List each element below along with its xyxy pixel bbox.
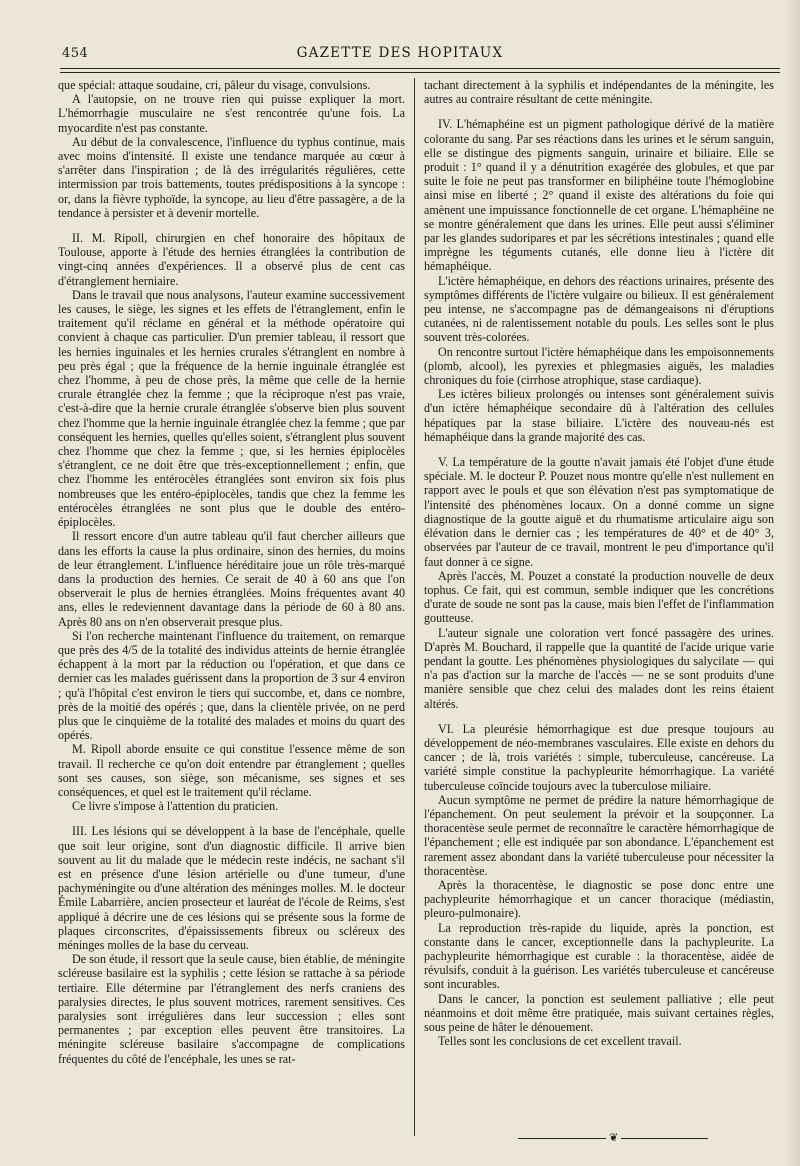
paragraph: que spécial: attaque soudaine, cri, pâleur du visage, convulsions. [58,78,371,92]
ornament-icon: ❦ [606,1131,621,1144]
end-ornament-rule [518,1131,708,1144]
paragraph: Ce livre s'impose à l'attention du praticien. [72,799,279,814]
section-paragraph: III. Les lésions qui se développent à la base de l'encéphale, quelle que soit leur origine, sont d'un diagnostic difficile. Il arrive bien souvent au lit du malade que le médecin reste indécis, ne sachant s'il est en présence d'une lésion artérielle ou d'une tumeur, d'une pachyméningite ou d'une altération des méninges molles. M. le docteur Émile Labarrière, ancien prosecteur et lauréat de l'école de Reims, s'est appliqué à décrire une de ces lésions qui se présente sous la forme de plaques circonscrites, d'épaississements fibreux ou scléreux des méninges molles de la base du cerveau. [58,824,405,952]
paragraph: M. Ripoll aborde ensuite ce qui constitue l'essence même de son travail. Il recherche ce qu'on doit entendre par étranglement ; quelles sont ses causes, son siège, son mécanisme, ses signes et ses conséquences, et quel est le traitement qu'il réclame. [58,742,405,799]
paragraph: L'ictère hémaphéique, en dehors des réactions urinaires, présente des symptômes différents de l'ictère vulgaire ou bilieux. Il est généralement peu intense, ne s'accompagne pas de démangeaisons ni d'éruptions cutanées, ni de ralentissement notable du pouls. Les selles sont le plus souvent très-colorées. [424,273,774,345]
paragraph: Après la thoracentèse, le diagnostic se pose donc entre une pachypleurite hémorrhagique et un cancer thoracique (médiastin, pleuro-pulmonaire). [424,877,774,921]
section-paragraph: VI. La pleurésie hémorrhagique est due presque toujours au développement de néo-membranes vasculaires. Elle existe en dehors du cancer ; de là, trois variétés : simple, tuberculeuse, cancéreuse. La variété simple constitue la pachypleurite hémorrhagique. La variété tuberculeuse coïncide toujours avec la tuberculose miliaire. [424,721,774,793]
paragraph: Au début de la convalescence, l'influence du typhus continue, mais avec moins d'intensité. Il existe une tendance marquée au cœur à s'arrêter dans l'inspiration ; de là des irrégularités régulières, cette intermission par trois battements, toutes prédispositions à la syncope : or, dans la fièvre typhoïde, la syncope, au lieu d'être passagère, a de la tendance à persister et à devenir mortelle. [58,134,405,220]
paragraph: tachant directement à la syphilis et indépendantes de la méningite, les autres au contraire résultant de cette méningite. [424,78,774,107]
paragraph: Si l'on recherche maintenant l'influence du traitement, on remarque que près des 4/5 de la totalité des individus atteints de hernie étranglée échappent à la mort par la réduction ou l'opération, et que dans ce dernier cas les malades guérissent dans la proportion de 3 sur 4 environ ; qu'à l'hôpital c'est environ le tiers qui succombe, et, dans ce nombre, près de la moitié des opérés ; que, dans la clientèle privée, on ne perd plus que le cinquième de la totalité des malades et moins du quart des opérés. [58,628,405,743]
header-rule-thin [60,72,780,73]
paragraph: Les ictères bilieux prolongés ou intenses sont généralement suivis d'un ictère hémaphéique secondaire dû à l'altération des cellules hépatiques par la stase biliaire. L'ictère des nouveau-nés est hémaphéique dans la grande majorité des cas. [424,387,774,444]
page-edge-shadow [786,0,800,1166]
paragraph: Aucun symptôme ne permet de prédire la nature hémorrhagique de l'épanchement. On peut seulement la prévoir et la soupçonner. La thoracentèse seule permet de reconnaître le caractère hémorrhagique de l'épanchement ; elle est indiquée par son abondance. L'épanchement est rarement assez abondant dans la variété tuberculeuse pour nécessiter la thoracentèse. [424,792,774,878]
paragraph: A l'autopsie, on ne trouve rien qui puisse expliquer la mort. L'hémorrhagie musculaire ne s'est rencontrée qu'une fois. La myocardite n'est pas constante. [58,92,405,135]
page-number: 454 [62,46,89,61]
page-title: GAZETTE DES HOPITAUX [296,45,504,61]
paragraph: Dans le travail que nous analysons, l'auteur examine successivement les causes, le siège, les signes et les effets de l'étranglement, enfin le traitement qu'il réclame en général et la méthode opératoire qui convient à chaque cas particulier. D'un premier tableau, il ressort que les hernies inguinales et les hernies crurales s'étranglent en nombre à peu près égal ; que la fréquence de la hernie inguinale étranglée est chez l'homme, à peu de chose près, la même que celle de la hernie crurale étranglée chez la femme ; que la réciproque n'est pas vraie, c'est-à-dire que la hernie crurale étranglée s'observe bien plus souvent chez l'homme que la hernie inguinale étranglée chez la femme ; que par conséquent les hernies, quelles qu'elles soient, s'étranglent plus souvent chez l'homme que chez la femme ; que, si les hernies épiplocèles s'étranglent, ce ne doit être que très-exceptionnellement ; enfin, que chez l'homme les entérocèles étranglées sont environ six fois plus nombreuses que les entéro-épiplocèles, tandis que chez la femme les entérocèles étranglées ne sont plus que le double des entéro-épiplocèles. [58,287,405,530]
paragraph: De son étude, il ressort que la seule cause, bien établie, de méningite scléreuse basilaire est la syphilis ; cette lésion se rattache à sa période tertiaire. Elle détermine par l'étranglement des nerfs craniens des paralysies directes, le plus souvent motrices, rarement sensitives. Ces paralysies sont irrégulières dans leur succession ; elles sont permanentes ; par exception elles peuvent être transitoires. La méningite scléreuse basilaire s'accompagne de complications fréquentes du côté de l'encéphale, les unes se rat- [58,952,405,1066]
paragraph: On rencontre surtout l'ictère hémaphéique dans les empoisonnements (plomb, alcool), les pyrexies et phlegmasies aiguës, les maladies chroniques du foie (cirrhose atrophique, stase cardiaque). [424,344,774,388]
paragraph: Telles sont les conclusions de cet excellent travail. [438,1034,682,1049]
section-paragraph: V. La température de la goutte n'avait jamais été l'objet d'une étude spéciale. M. le docteur P. Pouzet nous montre qu'elle n'est nullement en rapport avec le pouls et que son élévation n'est pas symptomatique de l'intensité des phénomènes locaux. On a donné comme un signe diagnostique de la goutte aiguë et du rhumatisme articulaire aigu son élévation dans le dernier cas ; les températures de 40° et de 40° 3, observées par l'auteur de ce travail, montrent le peu d'importance qu'il faut donner à ce signe. [424,455,774,569]
paragraph: La reproduction très-rapide du liquide, après la ponction, est constante dans le cancer, exceptionnelle dans la pachypleurite. La pachypleurite hémorrhagique est curable : la thoracentèse, aidée de révulsifs, conduit à la guérison. Les variétés tuberculeuse et cancéreuse sont incurables. [424,920,774,992]
paragraph: Il ressort encore d'un autre tableau qu'il faut chercher ailleurs que dans les efforts la cause la plus ordinaire, sinon des hernies, du moins de leur étranglement. L'influence héréditaire joue un rôle très-marqué dans la production des hernies. Ce serait de 40 à 60 ans que l'on observerait le plus de hernies étranglées. Moins fréquentes avant 40 ans, elles le redeviennent davantage dans la période de 60 à 80 ans. Après 80 ans on n'en observerait presque plus. [58,529,405,629]
right-column [424,78,774,1048]
paragraph: Après l'accès, M. Pouzet a constaté la production nouvelle de deux tophus. Ce fait, qui est commun, semble indiquer que les concrétions d'urate de soude ne sont pas la cause, mais bien l'effet de l'inflammation goutteuse. [424,568,774,626]
column-separator [414,78,415,1136]
left-column [58,78,405,1066]
section-paragraph: II. M. Ripoll, chirurgien en chef honoraire des hôpitaux de Toulouse, apporte à l'étude des hernies étranglées la contribution de vingt-cinq années d'expériences. Il a observé plus de cent cas d'étranglement herniaire. [58,231,405,288]
header-rule [60,68,780,69]
section-paragraph: IV. L'hémaphéine est un pigment pathologique dérivé de la matière colorante du sang. Par ses réactions dans les urines et le sérum sanguin, elle se distingue des pigments sanguin, urinaire et biliaire. Elle se produit : 1° quand il y a dénutrition exagérée des globules, et que par suite le foie ne peut pas transformer en biliphéine toute l'hémoglobine ainsi mise en liberté ; 2° quand il existe des altérations du foie qui amènent une impuissance fonctionnelle de cet organe. L'hémaphéine ne se montre généralement que dans les urines. Elle peut aussi s'éliminer par les glandes sudoripares et par les sécrétions intestinales ; quand elle imprègne les téguments cutanés, elle donne lieu à l'ictère dit hémaphéique. [424,117,774,274]
paragraph: Dans le cancer, la ponction est seulement palliative ; elle peut néanmoins et doit même être pratiquée, mais suivant certaines règles, sous peine de hâter le dénouement. [424,991,774,1034]
paragraph: L'auteur signale une coloration vert foncé passagère des urines. D'après M. Bouchard, il rappelle que la quantité de l'acide urique varie pendant la goutte. Les phénomènes physiologiques du salycilate — qui n'a pas d'action sur la marche de l'accès — ne se sont produits d'une manière sensible que chez celui des malades dont les reins étaient altérés. [424,625,774,711]
